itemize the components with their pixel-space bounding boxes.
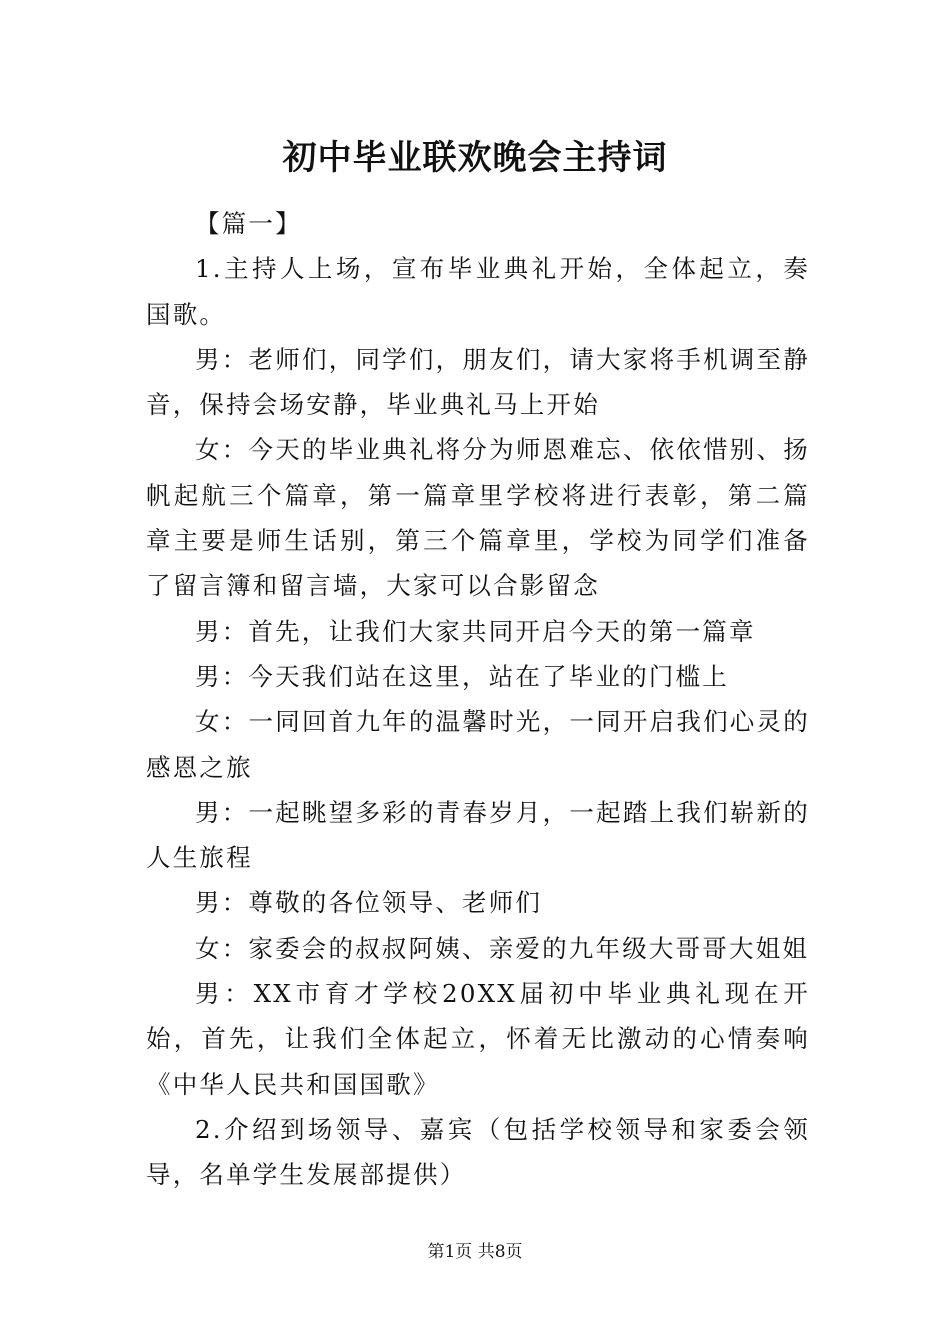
paragraph: 女：家委会的叔叔阿姨、亲爱的九年级大哥哥大姐姐 [195, 933, 810, 963]
paragraph: 男：尊敬的各位领导、老师们 [195, 888, 543, 918]
paragraph: 男：老师们，同学们，朋友们，请大家将手机调至静音，保持会场安静，毕业典礼马上开始 [146, 344, 810, 420]
paragraph: 男：首先，让我们大家共同开启今天的第一篇章 [195, 616, 756, 646]
paragraph: 男：一起眺望多彩的青春岁月，一起踏上我们崭新的人生旅程 [146, 797, 810, 873]
paragraph: 男：今天我们站在这里，站在了毕业的门槛上 [195, 661, 729, 691]
section-heading: 【篇一】 [195, 209, 302, 238]
paragraph: 女：今天的毕业典礼将分为师恩难忘、依依惜别、扬帆起航三个篇章，第一篇章里学校将进行表彰，第二篇章主要是师生话别，第三个篇章里，学校为同学们准备了留言簿和留言墙，大家可以合影留念 [146, 435, 810, 601]
page-footer: 第1页 共8页 [427, 1242, 523, 1262]
document-title: 初中毕业联欢晚会主持词 [282, 138, 668, 178]
paragraph: 1.主持人上场，宣布毕业典礼开始，全体起立，奏国歌。 [146, 254, 810, 329]
document-body [146, 201, 810, 1198]
paragraph: 男：XX市育才学校20XX届初中毕业典礼现在开始，首先，让我们全体起立，怀着无比激动的心情奏响《中华人民共和国国歌》 [146, 979, 810, 1099]
paragraph: 女：一同回首九年的温馨时光，一同开启我们心灵的感恩之旅 [146, 707, 810, 782]
paragraph: 2.介绍到场领导、嘉宾（包括学校领导和家委会领导，名单学生发展部提供） [146, 1114, 810, 1190]
